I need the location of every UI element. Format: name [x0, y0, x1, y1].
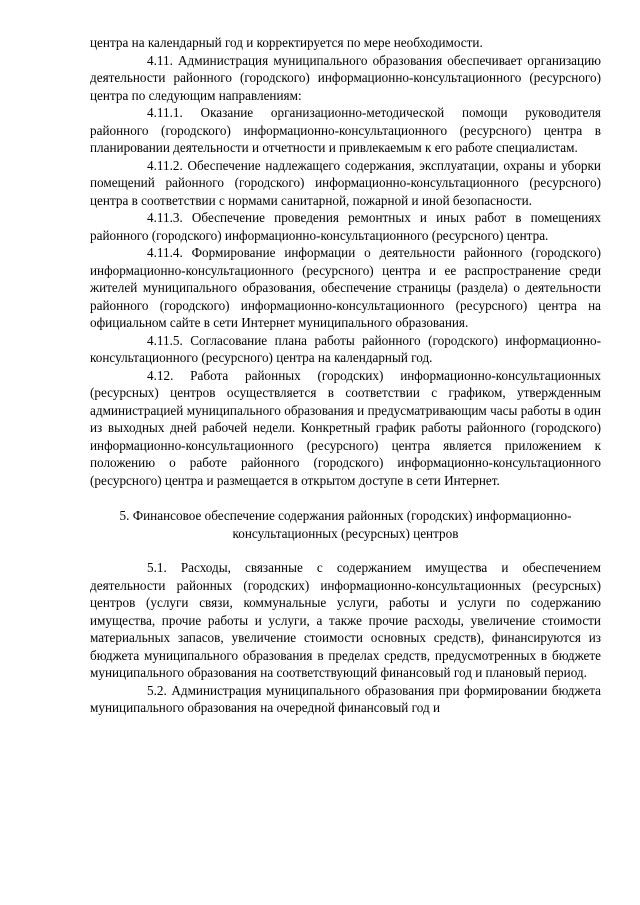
paragraph-5-1: 5.1. Расходы, связанные с содержанием имущества и обеспечением деятельности районных (городских) информационно-консультационных (ресурсных) центров (услуги связи, коммунальные услуги, работы и услуги по содержанию имущества, прочие работы и услуги, а также прочие расходы, увеличение стоимости материальных запасов, увеличение стоимости основных средств), финансируются из бюджета муниципального образования в пределах средств, предусмотренных в бюджете муниципального образования на соответствующий финансовый год и плановый период. — [90, 560, 601, 680]
paragraph-4-11-1: 4.11.1. Оказание организационно-методической помощи руководителя районного (городского) информационно-консультационного (ресурсного) центра в планировании деятельности и отчетности и привлекаемым к его работе специалистам. — [90, 105, 601, 155]
paragraph-4-11: 4.11. Администрация муниципального образования обеспечивает организацию деятельности районного (городского) информационно-консультационного (ресурсного) центра по следующим направлениям: — [90, 52, 601, 103]
paragraph-5-2: 5.2. Администрация муниципального образования при формировании бюджета муниципального образования на очередной финансовый год и — [90, 682, 601, 715]
section-heading-5: 5. Финансовое обеспечение содержания районных (городских) информационно-консультационных (ресурсных) центров — [119, 508, 572, 541]
paragraph-continuation: центра на календарный год и корректируется по мере необходимости. — [90, 35, 483, 50]
paragraph-4-11-2: 4.11.2. Обеспечение надлежащего содержания, эксплуатации, охраны и уборки помещений районного (городского) информационно-консультационного (ресурсного) центра в соответствии с нормами санитарной, пожарной и иной безопасности. — [90, 157, 601, 208]
paragraph-4-11-5: 4.11.5. Согласование плана работы районного (городского) информационно-консультационного (ресурсного) центра на календарный год. — [90, 332, 601, 365]
paragraph-4-11-3: 4.11.3. Обеспечение проведения ремонтных и иных работ в помещениях районного (городского) информационно-консультационного (ресурсного) центра. — [90, 210, 601, 243]
document-body — [90, 34, 601, 717]
paragraph-4-11-4: 4.11.4. Формирование информации о деятельности районного (городского) информационно-консультационного (ресурсного) центра и ее распространение среди жителей муниципального образования, обеспечение страницы (раздела) о деятельности районного (городского) информационно-консультационного (ресурсного) центра на официальном сайте в сети Интернет муниципального образования. — [90, 245, 601, 330]
paragraph-4-12: 4.12. Работа районных (городских) информационно-консультационных (ресурсных) центров осуществляется в соответствии с графиком, утвержденным администрацией муниципального образования и предусматривающим часы работы в один из выходных дней рабочей недели. Конкретный график работы районного (городского) информационно-консультационного (ресурсного) центра является приложением к положению о работе районного (городского) информационно-консультационного (ресурсного) центра и размещается в открытом доступе в сети Интернет. — [90, 367, 601, 488]
